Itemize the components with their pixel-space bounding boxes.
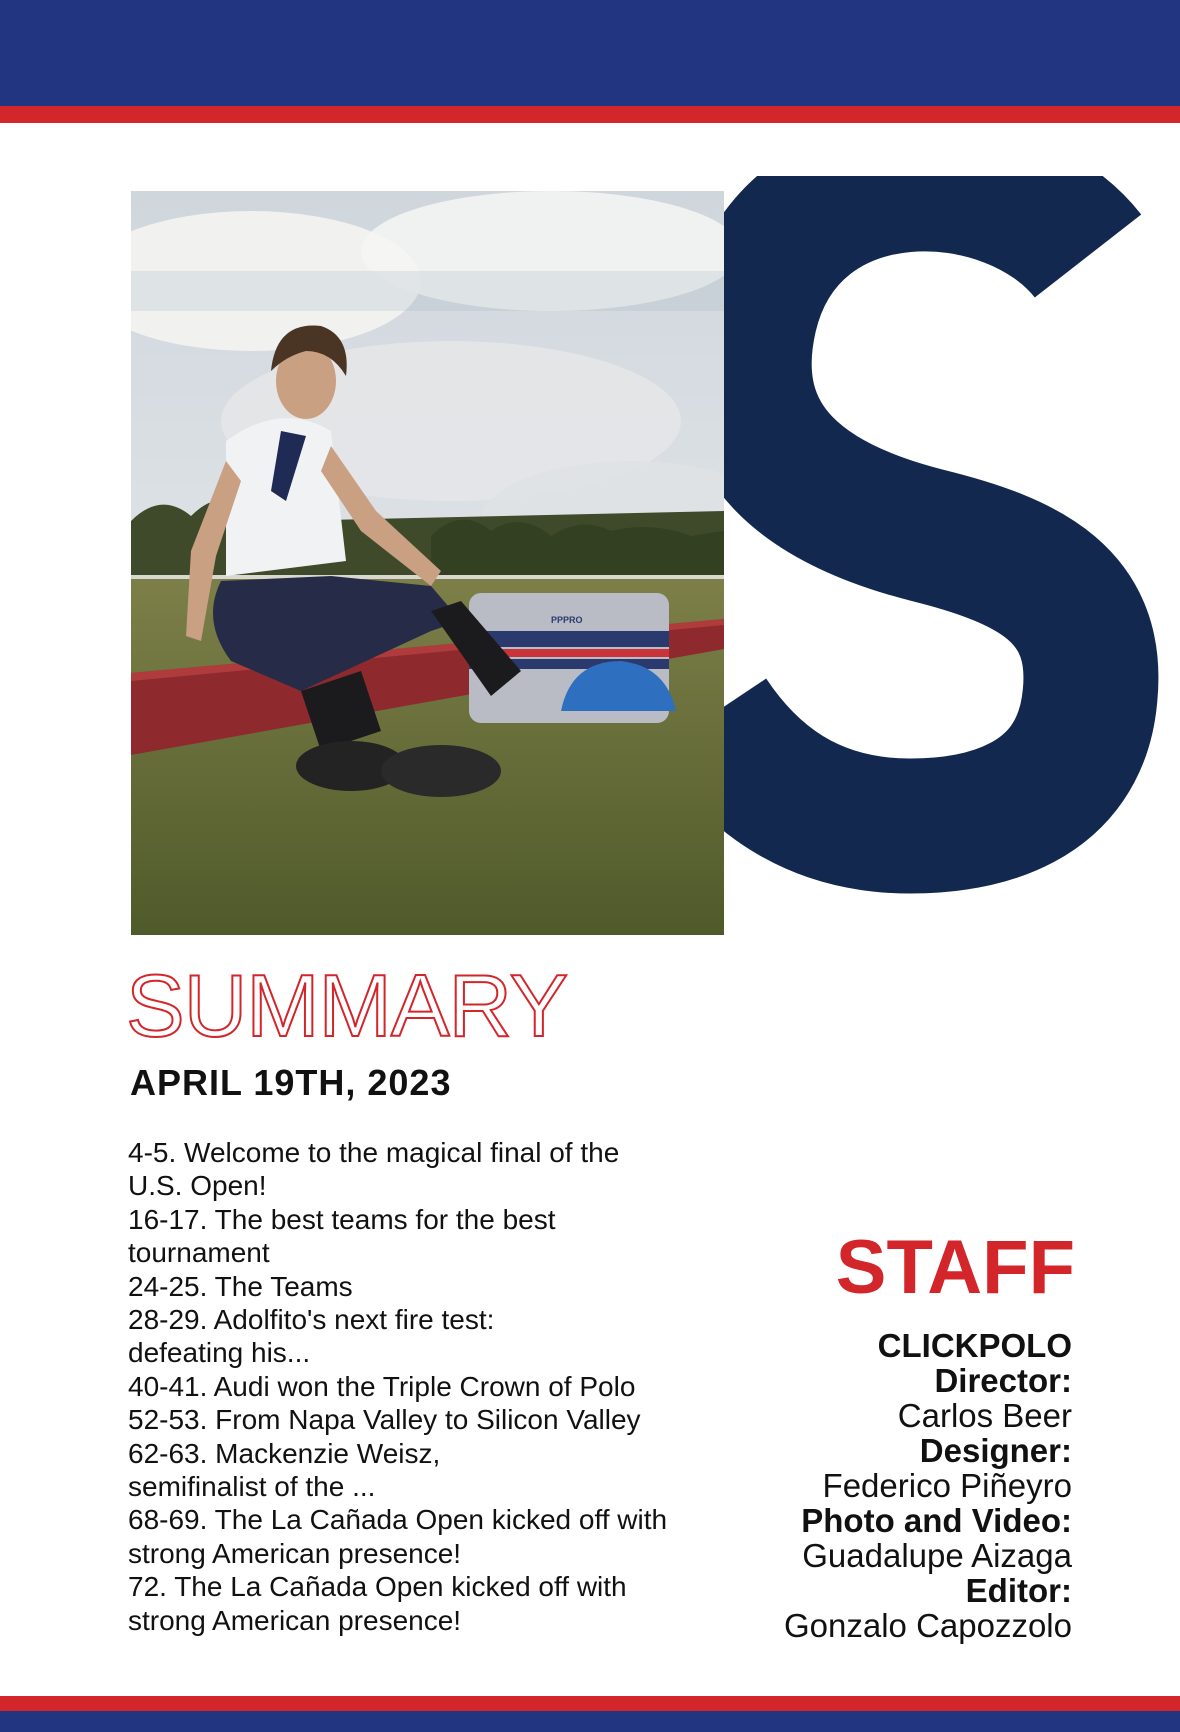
- staff-credits: [652, 1328, 1072, 1643]
- toc-line: defeating his...: [128, 1337, 311, 1369]
- designer-name: Federico Piñeyro: [822, 1467, 1072, 1504]
- toc-line: 4-5. Welcome to the magical final of the: [128, 1137, 620, 1168]
- toc-line: 40-41. Audi won the Triple Crown of Polo: [128, 1370, 636, 1402]
- designer-label: Designer:: [919, 1432, 1072, 1469]
- toc-line: strong American presence!: [128, 1604, 462, 1636]
- photo-video-label: Photo and Video:: [801, 1502, 1072, 1539]
- toc-line: semifinalist of the ...: [128, 1471, 376, 1503]
- staff-org: CLICKPOLO: [877, 1327, 1072, 1364]
- table-of-contents: [128, 1136, 728, 1637]
- editor-label: Editor:: [965, 1572, 1072, 1609]
- big-letter-s: [690, 176, 1160, 956]
- director-label: Director:: [934, 1362, 1072, 1399]
- toc-line: 16-17. The best teams for the best: [128, 1203, 556, 1235]
- editor-name: Gonzalo Capozzolo: [783, 1607, 1072, 1644]
- toc-line: 24-25. The Teams: [128, 1270, 353, 1302]
- toc-line: 62-63. Mackenzie Weisz,: [128, 1437, 441, 1469]
- toc-line: tournament: [128, 1237, 270, 1269]
- toc-line: strong American presence!: [128, 1537, 462, 1569]
- director-name: Carlos Beer: [897, 1397, 1072, 1434]
- top-red-stripe: [0, 106, 1180, 123]
- toc-line: 52-53. From Napa Valley to Silicon Valley: [128, 1404, 641, 1436]
- toc-line: 68-69. The La Cañada Open kicked off with: [128, 1504, 668, 1536]
- photo-video-name: Guadalupe Aizaga: [802, 1537, 1072, 1574]
- summary-date: APRIL 19TH, 2023: [130, 1062, 452, 1103]
- cover-photo: [131, 191, 724, 935]
- bottom-navy-band: [0, 1711, 1180, 1732]
- toc-line: 28-29. Adolfito's next fire test:: [128, 1304, 495, 1336]
- top-navy-band: [0, 0, 1180, 106]
- toc-line: 72. The La Cañada Open kicked off with: [128, 1571, 627, 1603]
- bag-logo: PPPRO: [551, 615, 583, 625]
- toc-line: U.S. Open!: [128, 1170, 267, 1202]
- summary-title: SUMMARY: [126, 956, 568, 1055]
- bottom-red-stripe: [0, 1696, 1180, 1711]
- staff-title: STAFF: [835, 1225, 1075, 1310]
